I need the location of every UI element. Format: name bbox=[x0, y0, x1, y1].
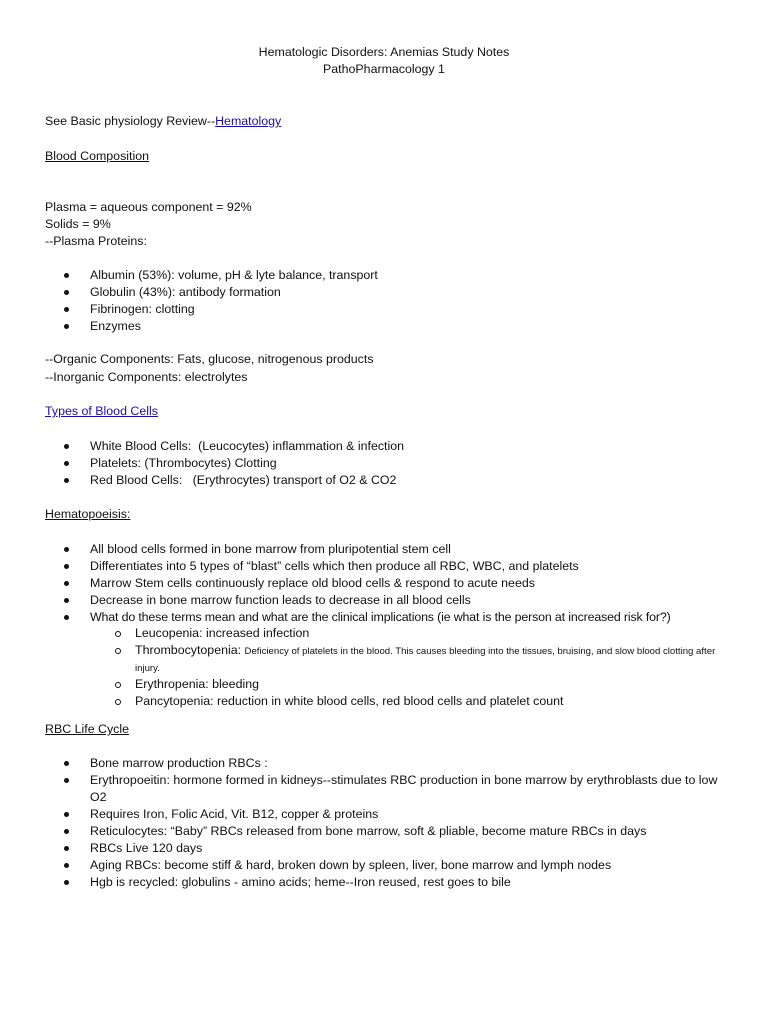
list-item bbox=[45, 541, 735, 558]
document-title bbox=[0, 44, 768, 78]
bullet-icon bbox=[64, 880, 69, 885]
types-of-blood-cells-link[interactable]: Types of Blood Cells bbox=[45, 404, 158, 418]
list-item-text: Platelets: (Thrombocytes) Clotting bbox=[90, 456, 277, 470]
sub-list-item bbox=[135, 625, 735, 642]
bullet-icon bbox=[64, 461, 69, 466]
list-item bbox=[45, 772, 735, 806]
erythropenia-text: Erythropenia: bleeding bbox=[135, 677, 259, 691]
bullet-icon bbox=[64, 324, 69, 329]
bullet-icon bbox=[64, 547, 69, 552]
blood-cells-list bbox=[45, 438, 735, 489]
circle-bullet-icon bbox=[115, 631, 121, 637]
bullet-icon bbox=[64, 581, 69, 586]
circle-bullet-icon bbox=[115, 648, 121, 654]
list-item bbox=[45, 840, 735, 857]
bullet-icon bbox=[64, 290, 69, 295]
bullet-icon bbox=[64, 778, 69, 783]
list-item-text: Erythropoeitin: hormone formed in kidneys--stimulates RBC production in bone marrow by erythroblasts due to low O2 bbox=[90, 773, 718, 804]
bullet-icon bbox=[64, 615, 69, 620]
bullet-icon bbox=[64, 863, 69, 868]
intro-line bbox=[45, 113, 735, 130]
title-line-2: PathoPharmacology 1 bbox=[323, 62, 445, 76]
list-item-text: All blood cells formed in bone marrow from pluripotential stem cell bbox=[90, 542, 451, 556]
list-item bbox=[45, 438, 735, 455]
list-item bbox=[45, 857, 735, 874]
hematology-link[interactable]: Hematology bbox=[215, 114, 282, 128]
solids-line: Solids = 9% bbox=[45, 217, 111, 231]
sub-list-item bbox=[135, 642, 735, 676]
bullet-icon bbox=[64, 598, 69, 603]
list-item-text: Globulin (43%): antibody formation bbox=[90, 285, 281, 299]
sub-list-item bbox=[135, 693, 735, 710]
clinical-terms-list bbox=[135, 625, 735, 710]
list-item-text: Red Blood Cells: (Erythrocytes) transport of O2 & CO2 bbox=[90, 473, 397, 487]
organic-components-line: --Organic Components: Fats, glucose, nitrogenous products bbox=[45, 352, 374, 366]
bullet-icon bbox=[64, 444, 69, 449]
title-line-1: Hematologic Disorders: Anemias Study Notes bbox=[258, 45, 510, 59]
list-item-text: Aging RBCs: become stiff & hard, broken down by spleen, liver, bone marrow and lymph nodes bbox=[90, 858, 612, 872]
plasma-proteins-line: --Plasma Proteins: bbox=[45, 234, 147, 248]
list-item-text: Differentiates into 5 types of “blast” cells which then produce all RBC, WBC, and platelets bbox=[90, 559, 579, 573]
rbc-life-cycle-heading: RBC Life Cycle bbox=[45, 722, 130, 736]
list-item-text: Requires Iron, Folic Acid, Vit. B12, copper & proteins bbox=[90, 807, 379, 821]
list-item bbox=[45, 267, 735, 284]
list-item bbox=[45, 823, 735, 840]
list-item bbox=[45, 318, 735, 335]
bullet-icon bbox=[64, 829, 69, 834]
list-item-text: Albumin (53%): volume, pH & lyte balance, transport bbox=[90, 268, 378, 282]
list-item bbox=[45, 592, 735, 609]
list-item bbox=[45, 609, 735, 626]
blood-composition-heading: Blood Composition bbox=[45, 149, 150, 163]
bullet-icon bbox=[64, 761, 69, 766]
list-item-text: Fibrinogen: clotting bbox=[90, 302, 195, 316]
list-item-text: Reticulocytes: “Baby” RBCs released from bone marrow, soft & pliable, become mature RBCs in days bbox=[90, 824, 647, 838]
sub-list-item bbox=[135, 676, 735, 693]
list-item bbox=[45, 472, 735, 489]
rbc-life-cycle-list bbox=[45, 755, 735, 891]
leucopenia-text: Leucopenia: increased infection bbox=[135, 626, 310, 640]
list-item-text: What do these terms mean and what are the clinical implications (ie what is the person at increased risk for?) bbox=[90, 610, 671, 624]
list-item-text: Hgb is recycled: globulins - amino acids; heme--Iron reused, rest goes to bile bbox=[90, 875, 511, 889]
list-item bbox=[45, 455, 735, 472]
inorganic-components-line: --Inorganic Components: electrolytes bbox=[45, 370, 248, 384]
plasma-proteins-list bbox=[45, 267, 735, 335]
pancytopenia-text: Pancytopenia: reduction in white blood cells, red blood cells and platelet count bbox=[135, 694, 564, 708]
circle-bullet-icon bbox=[115, 699, 121, 705]
hematopoeisis-heading: Hematopoeisis: bbox=[45, 507, 131, 521]
plasma-line: Plasma = aqueous component = 92% bbox=[45, 200, 252, 214]
list-item-text: RBCs Live 120 days bbox=[90, 841, 203, 855]
bullet-icon bbox=[64, 846, 69, 851]
intro-prefix: See Basic physiology Review-- bbox=[45, 114, 216, 128]
list-item bbox=[45, 284, 735, 301]
hematopoeisis-list bbox=[45, 541, 735, 626]
thrombocytopenia-term: Thrombocytopenia: bbox=[135, 643, 242, 657]
list-item-text: Marrow Stem cells continuously replace old blood cells & respond to acute needs bbox=[90, 576, 535, 590]
list-item bbox=[45, 558, 735, 575]
list-item-text: Decrease in bone marrow function leads to decrease in all blood cells bbox=[90, 593, 471, 607]
bullet-icon bbox=[64, 307, 69, 312]
circle-bullet-icon bbox=[115, 682, 121, 688]
bullet-icon bbox=[64, 564, 69, 569]
bullet-icon bbox=[64, 478, 69, 483]
list-item bbox=[45, 806, 735, 823]
list-item-text: White Blood Cells: (Leucocytes) inflammation & infection bbox=[90, 439, 405, 453]
bullet-icon bbox=[64, 273, 69, 278]
list-item-text: Enzymes bbox=[90, 319, 141, 333]
bullet-icon bbox=[64, 812, 69, 817]
list-item bbox=[45, 575, 735, 592]
list-item bbox=[45, 755, 735, 772]
list-item bbox=[45, 301, 735, 318]
list-item bbox=[45, 874, 735, 891]
thrombocytopenia-definition: Deficiency of platelets in the blood. This causes bleeding into the tissues, bruising, and slow blood clotting after injury. bbox=[135, 646, 716, 674]
list-item-text: Bone marrow production RBCs : bbox=[90, 756, 268, 770]
